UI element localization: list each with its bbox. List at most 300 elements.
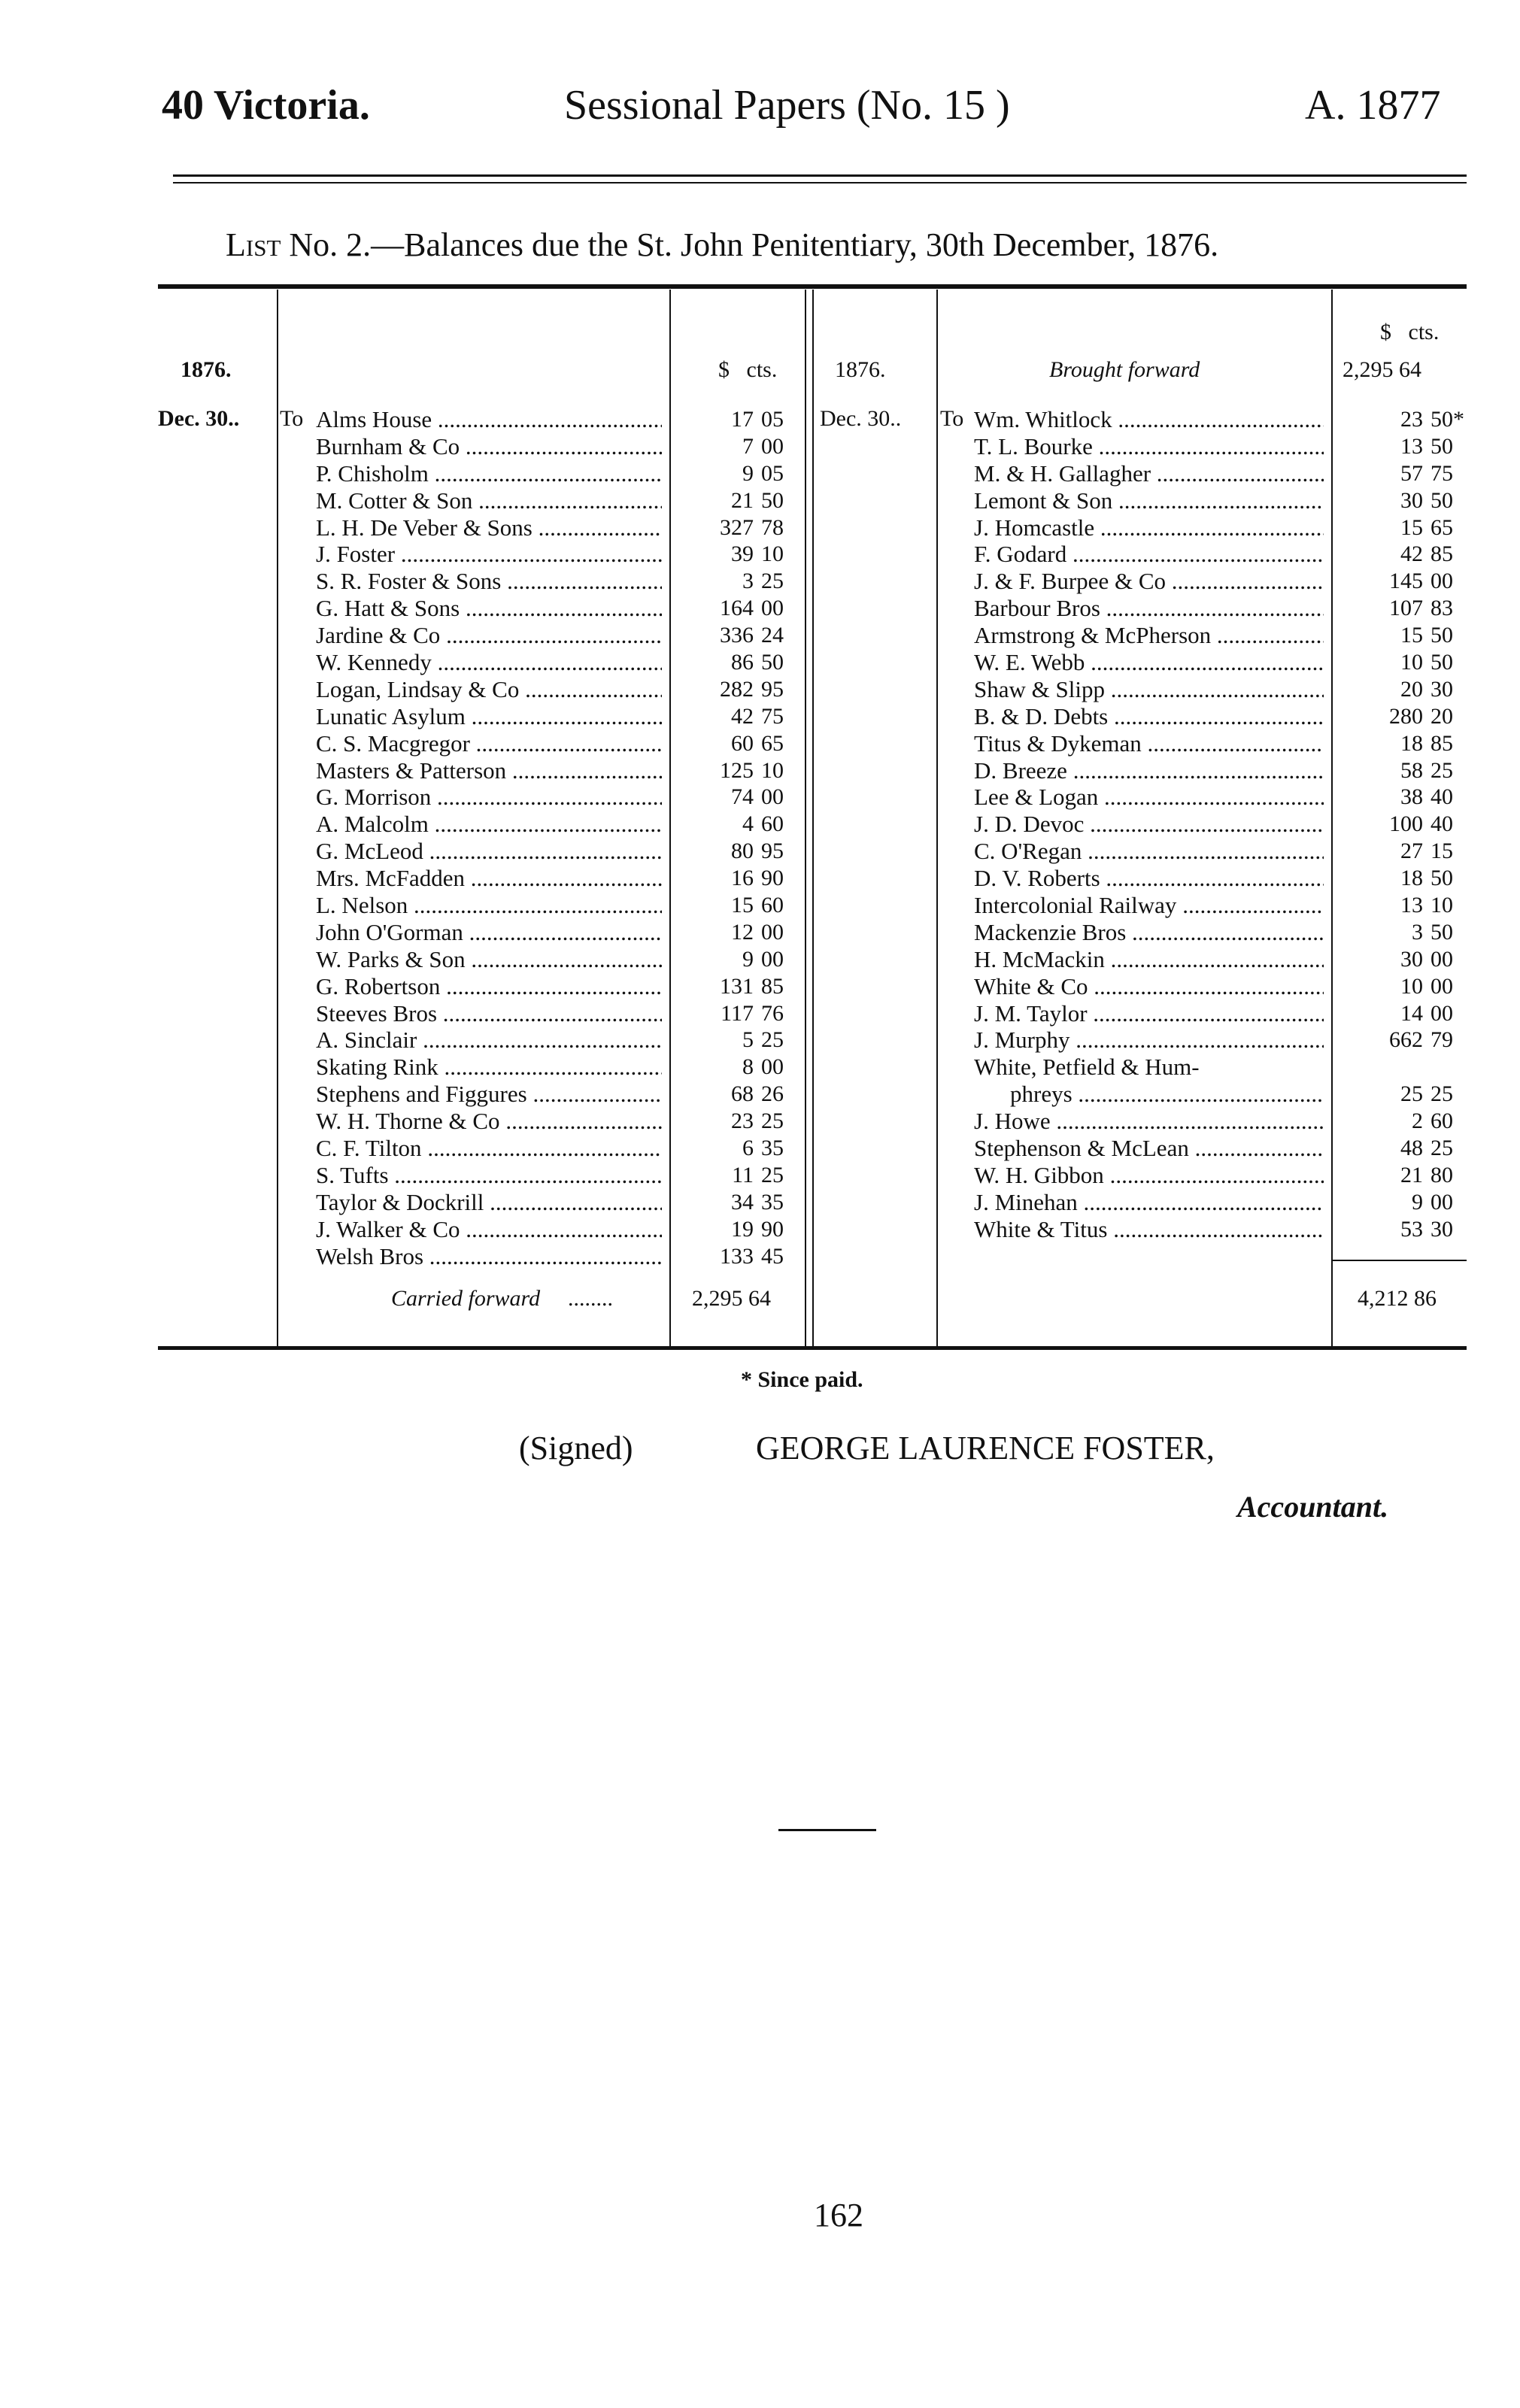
page-number: 162: [814, 2197, 863, 2234]
amount-cell: [1339, 1108, 1467, 1135]
payee-name: D. V. Roberts .....: [974, 865, 1324, 892]
cents: 85: [1430, 541, 1453, 567]
dollars: 133: [720, 1243, 754, 1269]
payee-name: Wm. Whitlock .....: [974, 406, 1324, 433]
payee-name: Alms House .....: [316, 406, 662, 433]
payee-name: Stephenson & McLean .....: [974, 1135, 1324, 1162]
payee-name: G. McLeod .....: [316, 838, 662, 865]
table-row: [316, 676, 662, 703]
amount-cell: [1339, 811, 1467, 838]
amount-cell: [1339, 1135, 1467, 1162]
payee-name: J. Minehan .....: [974, 1189, 1324, 1216]
total-rule: [1331, 1260, 1467, 1261]
cents: 50*: [1430, 407, 1464, 432]
dollars: 53: [1400, 1216, 1423, 1242]
amount-cell: [677, 838, 797, 865]
cents: 50: [1430, 650, 1453, 675]
cents: 78: [761, 514, 784, 540]
payee-name: Titus & Dykeman .....: [974, 730, 1324, 757]
table-rule-top: [158, 284, 1467, 289]
amount-cell: [677, 1000, 797, 1027]
amount-cell: [1339, 784, 1467, 811]
carried-forward-dots: ........: [568, 1286, 613, 1311]
amount-cell: [1339, 703, 1467, 730]
dollars: 3: [1412, 919, 1423, 945]
payee-name: G. Robertson .....: [316, 973, 662, 1000]
col-divider: [669, 290, 671, 1346]
amount-cell: [677, 514, 797, 541]
cents: 65: [761, 730, 784, 756]
dollars: 9: [742, 460, 754, 486]
payee-name: White & Co .....: [974, 973, 1324, 1000]
cents: 75: [761, 703, 784, 729]
dollars: 164: [720, 596, 754, 621]
right-year: 1876.: [835, 357, 886, 382]
amount-cell: [677, 541, 797, 568]
cents: 90: [761, 1216, 784, 1242]
table-row: [316, 460, 662, 487]
table-row: [316, 1162, 662, 1189]
amount-cell: [677, 622, 797, 649]
dollars: 27: [1400, 839, 1423, 864]
amount-cell: [677, 1054, 797, 1081]
payee-name: J. D. Devoc .....: [974, 811, 1324, 838]
payee-name: C. S. Macgregor .....: [316, 730, 662, 757]
dollars: 11: [732, 1162, 754, 1187]
dollars: 21: [731, 487, 754, 513]
table-row: [316, 703, 662, 730]
col-divider: [1331, 290, 1333, 1346]
payee-name: Welsh Bros .....: [316, 1243, 662, 1270]
amount-cell: [677, 676, 797, 703]
cents: 90: [761, 866, 784, 891]
dollars: 9: [742, 946, 754, 972]
right-names: [974, 406, 1324, 1243]
header-year: A. 1877: [1305, 82, 1441, 129]
payee-name: Masters & Patterson .....: [316, 757, 662, 784]
dollars: 282: [720, 676, 754, 702]
cents: 15: [1430, 839, 1453, 864]
dollars: 42: [1400, 541, 1423, 567]
cents: 35: [761, 1136, 784, 1161]
dollars: 58: [1400, 757, 1423, 783]
left-year: 1876.: [181, 357, 232, 382]
payee-name: J. Murphy .....: [974, 1027, 1324, 1054]
dollars: 25: [1400, 1081, 1423, 1107]
left-to-prefix: To: [280, 406, 304, 431]
amount-cell: [1339, 865, 1467, 892]
amount-cell: [677, 946, 797, 973]
amount-cell: [1339, 892, 1467, 919]
table-row: [316, 595, 662, 622]
dollars: 18: [1400, 730, 1423, 756]
table-row: [316, 1081, 662, 1108]
amount-cell: [1339, 757, 1467, 784]
payee-name: S. R. Foster & Sons .....: [316, 568, 662, 595]
table-row: [974, 919, 1324, 946]
dollars: 15: [731, 893, 754, 918]
payee-name: B. & D. Debts .....: [974, 703, 1324, 730]
amount-cell: [677, 757, 797, 784]
amount-cell: [1339, 460, 1467, 487]
dollars: 30: [1400, 487, 1423, 513]
table-row: [316, 784, 662, 811]
amount-cell: [1339, 595, 1467, 622]
dollars: 7: [742, 433, 754, 459]
payee-name: Mrs. McFadden .....: [316, 865, 662, 892]
cents: 05: [761, 407, 784, 432]
table-row: [974, 784, 1324, 811]
cents: 00: [1430, 946, 1453, 972]
payee-name: Lemont & Son .....: [974, 487, 1324, 514]
table-row: [974, 1135, 1324, 1162]
table-row: [316, 919, 662, 946]
amount-cell: [677, 892, 797, 919]
dollars: 280: [1389, 703, 1423, 729]
table-rule-bottom: [158, 1346, 1467, 1350]
cents: 40: [1430, 811, 1453, 837]
cents: 20: [1430, 703, 1453, 729]
dollars: 662: [1389, 1027, 1423, 1053]
balances-table: [158, 290, 1467, 1346]
list-title: [226, 226, 1218, 264]
amount-cell: [677, 460, 797, 487]
table-row: [974, 406, 1324, 433]
amount-cell: [1339, 1189, 1467, 1216]
payee-name: Skating Rink .....: [316, 1054, 662, 1081]
dollars: 5: [742, 1027, 754, 1053]
cents: 45: [761, 1243, 784, 1269]
left-currency-header: $ cts.: [718, 357, 778, 382]
table-row: [974, 1081, 1324, 1108]
table-row: [974, 973, 1324, 1000]
amount-cell: [1339, 433, 1467, 460]
left-date: Dec. 30..: [158, 406, 240, 431]
amount-cell: [1339, 568, 1467, 595]
brought-forward-total: 2,295 64: [1343, 357, 1421, 382]
header-volume: 40 Victoria.: [162, 82, 370, 129]
cents: 25: [761, 1108, 784, 1134]
cents: 80: [1430, 1162, 1453, 1187]
cents: 00: [761, 919, 784, 945]
table-row: [974, 730, 1324, 757]
dollars: 14: [1400, 1000, 1423, 1026]
cents: 50: [761, 487, 784, 513]
amount-cell: [677, 703, 797, 730]
dollars: 16: [731, 866, 754, 891]
payee-name: S. Tufts .....: [316, 1162, 662, 1189]
payee-name: W. H. Gibbon .....: [974, 1162, 1324, 1189]
cents: 00: [761, 784, 784, 810]
table-row: [974, 676, 1324, 703]
payee-name: John O'Gorman .....: [316, 919, 662, 946]
payee-name: D. Breeze .....: [974, 757, 1324, 784]
right-amounts: [1339, 406, 1467, 1243]
cents: 10: [1430, 893, 1453, 918]
cents: 50: [1430, 866, 1453, 891]
payee-name: Logan, Lindsay & Co .....: [316, 676, 662, 703]
table-row: [974, 649, 1324, 676]
cents: 25: [1430, 1136, 1453, 1161]
table-row: [974, 811, 1324, 838]
dollars: 42: [731, 703, 754, 729]
payee-name: Stephens and Figgures .....: [316, 1081, 662, 1108]
amount-cell: [1339, 1000, 1467, 1027]
amount-cell: [1339, 622, 1467, 649]
payee-name: A. Malcolm .....: [316, 811, 662, 838]
dollars: 13: [1400, 893, 1423, 918]
header-rule-bottom: [173, 182, 1467, 183]
col-divider: [277, 290, 278, 1346]
payee-name: F. Godard .....: [974, 541, 1324, 568]
amount-cell: [677, 1162, 797, 1189]
cents: 85: [761, 973, 784, 999]
amount-cell: [1339, 1027, 1467, 1054]
amount-cell: [1339, 541, 1467, 568]
table-row: [974, 946, 1324, 973]
payee-name: Mackenzie Bros .....: [974, 919, 1324, 946]
payee-name: A. Sinclair .....: [316, 1027, 662, 1054]
dollars: 17: [731, 407, 754, 432]
cents: 60: [761, 811, 784, 837]
table-row: [974, 460, 1324, 487]
payee-name: Armstrong & McPherson .....: [974, 622, 1324, 649]
payee-name: Barbour Bros .....: [974, 595, 1324, 622]
table-row: [316, 1027, 662, 1054]
table-row: [316, 865, 662, 892]
right-total: 4,212 86: [1358, 1286, 1437, 1311]
payee-name: W. Kennedy .....: [316, 649, 662, 676]
col-divider: [805, 290, 806, 1346]
list-title-prefix: List: [226, 226, 281, 263]
cents: 00: [761, 946, 784, 972]
dollars: 19: [731, 1216, 754, 1242]
dollars: 125: [720, 757, 754, 783]
payee-name: M. Cotter & Son .....: [316, 487, 662, 514]
table-row: [974, 865, 1324, 892]
payee-name: J. Foster .....: [316, 541, 662, 568]
amount-cell: [1339, 730, 1467, 757]
right-to-prefix: To: [940, 406, 964, 431]
table-row: [974, 1162, 1324, 1189]
amount-cell: [1339, 1162, 1467, 1189]
table-row: [974, 1216, 1324, 1243]
cents: 00: [1430, 569, 1453, 594]
dollars: 4: [742, 811, 754, 837]
payee-name: J. & F. Burpee & Co .....: [974, 568, 1324, 595]
payee-name: Shaw & Slipp .....: [974, 676, 1324, 703]
dollars: 12: [731, 919, 754, 945]
cents: 50: [1430, 919, 1453, 945]
col-divider: [936, 290, 938, 1346]
dollars: 10: [1400, 973, 1423, 999]
footnote: * Since paid.: [741, 1367, 863, 1392]
dollars: 131: [720, 973, 754, 999]
payee-name: W. H. Thorne & Co .....: [316, 1108, 662, 1135]
dollars: 68: [731, 1081, 754, 1107]
dollars: 20: [1400, 676, 1423, 702]
table-row: [974, 514, 1324, 541]
payee-name: T. L. Bourke .....: [974, 433, 1324, 460]
dollars: 38: [1400, 784, 1423, 810]
table-row: [316, 514, 662, 541]
payee-name: White, Petfield & Hum-: [974, 1054, 1200, 1081]
amount-cell: [1339, 973, 1467, 1000]
table-row: [316, 1000, 662, 1027]
table-row: [316, 541, 662, 568]
dollars: 6: [742, 1136, 754, 1161]
cents: 40: [1430, 784, 1453, 810]
dollars: 107: [1389, 596, 1423, 621]
dollars: 48: [1400, 1136, 1423, 1161]
table-row: [974, 892, 1324, 919]
amount-cell: [677, 865, 797, 892]
dollars: 117: [721, 1000, 754, 1026]
table-row: [974, 1027, 1324, 1054]
col-divider: [812, 290, 814, 1346]
table-row: [316, 946, 662, 973]
cents: 76: [761, 1000, 784, 1026]
list-title-text: No. 2.—Balances due the St. John Penitentiary, 30th December, 1876.: [281, 226, 1219, 263]
carried-forward-label: Carried forward: [391, 1286, 541, 1311]
payee-name: Burnham & Co .....: [316, 433, 662, 460]
payee-name: W. Parks & Son .....: [316, 946, 662, 973]
amount-cell: [677, 406, 797, 433]
dollars: 145: [1389, 569, 1423, 594]
dollars: 13: [1400, 433, 1423, 459]
payee-name: J. M. Taylor .....: [974, 1000, 1324, 1027]
signed-label: (Signed): [519, 1430, 633, 1466]
left-amounts: [677, 406, 797, 1270]
amount-cell: [677, 568, 797, 595]
payee-name: J. Homcastle .....: [974, 514, 1324, 541]
table-row: [974, 838, 1324, 865]
table-row: [316, 1216, 662, 1243]
amount-cell: [1339, 514, 1467, 541]
amount-cell: [677, 919, 797, 946]
cents: 00: [1430, 973, 1453, 999]
amount-cell: [677, 595, 797, 622]
cents: 25: [761, 1162, 784, 1187]
amount-cell: [677, 973, 797, 1000]
table-row: [316, 730, 662, 757]
dollars: 327: [720, 514, 754, 540]
header-sessional-papers: Sessional Papers (No. 15 ): [564, 82, 1010, 129]
dollars: 74: [731, 784, 754, 810]
amount-cell: [677, 433, 797, 460]
amount-cell: [1339, 676, 1467, 703]
table-row: [316, 1108, 662, 1135]
cents: 25: [1430, 1081, 1453, 1107]
cents: 95: [761, 839, 784, 864]
payee-name: phreys .....: [1010, 1081, 1324, 1108]
closing-rule: [778, 1829, 876, 1831]
table-row: [316, 568, 662, 595]
dollars: 23: [1400, 407, 1423, 432]
amount-cell: [677, 784, 797, 811]
dollars: 336: [720, 623, 754, 648]
payee-name: H. McMackin .....: [974, 946, 1324, 973]
table-row: [316, 433, 662, 460]
table-row: [974, 541, 1324, 568]
payee-name: Jardine & Co .....: [316, 622, 662, 649]
table-row: [974, 757, 1324, 784]
dollars: 100: [1389, 811, 1423, 837]
cents: 79: [1430, 1027, 1453, 1053]
cents: 30: [1430, 676, 1453, 702]
dollars: 15: [1400, 514, 1423, 540]
dollars: 86: [731, 650, 754, 675]
cents: 95: [761, 676, 784, 702]
cents: 65: [1430, 514, 1453, 540]
dollars: 39: [731, 541, 754, 567]
dollars: 15: [1400, 623, 1423, 648]
table-row: [316, 973, 662, 1000]
carried-forward-total: 2,295 64: [692, 1286, 771, 1311]
amount-cell: [1339, 919, 1467, 946]
amount-cell: [1339, 1216, 1467, 1243]
amount-cell: [1339, 1054, 1467, 1081]
table-row: [316, 757, 662, 784]
cents: 10: [761, 541, 784, 567]
cents: 50: [1430, 487, 1453, 513]
payee-name: M. & H. Gallagher .....: [974, 460, 1324, 487]
table-row: [974, 622, 1324, 649]
amount-cell: [1339, 649, 1467, 676]
payee-name: Lunatic Asylum .....: [316, 703, 662, 730]
table-row: [974, 1054, 1324, 1081]
dollars: 30: [1400, 946, 1423, 972]
table-row: [316, 838, 662, 865]
cents: 50: [761, 650, 784, 675]
amount-cell: [677, 730, 797, 757]
table-row: [316, 1135, 662, 1162]
dollars: 23: [731, 1108, 754, 1134]
cents: 25: [761, 1027, 784, 1053]
payee-name: P. Chisholm .....: [316, 460, 662, 487]
cents: 50: [1430, 623, 1453, 648]
cents: 00: [761, 433, 784, 459]
table-row: [316, 406, 662, 433]
table-row: [316, 1243, 662, 1270]
cents: 05: [761, 460, 784, 486]
dollars: 2: [1412, 1108, 1423, 1134]
payee-name: Lee & Logan .....: [974, 784, 1324, 811]
cents: 60: [1430, 1108, 1453, 1134]
dollars: 21: [1400, 1162, 1423, 1187]
dollars: 3: [742, 569, 754, 594]
brought-forward-label: Brought forward: [1049, 357, 1200, 382]
cents: 60: [761, 893, 784, 918]
cents: 75: [1430, 460, 1453, 486]
amount-cell: [677, 1027, 797, 1054]
table-row: [316, 1054, 662, 1081]
left-names: [316, 406, 662, 1270]
table-row: [974, 703, 1324, 730]
dollars: 10: [1400, 650, 1423, 675]
payee-name: L. H. De Veber & Sons .....: [316, 514, 662, 541]
cents: 00: [761, 596, 784, 621]
cents: 50: [1430, 433, 1453, 459]
table-row: [974, 487, 1324, 514]
cents: 85: [1430, 730, 1453, 756]
cents: 25: [761, 569, 784, 594]
payee-name: J. Walker & Co .....: [316, 1216, 662, 1243]
dollars: 60: [731, 730, 754, 756]
amount-cell: [677, 1216, 797, 1243]
dollars: 80: [731, 839, 754, 864]
cents: 30: [1430, 1216, 1453, 1242]
